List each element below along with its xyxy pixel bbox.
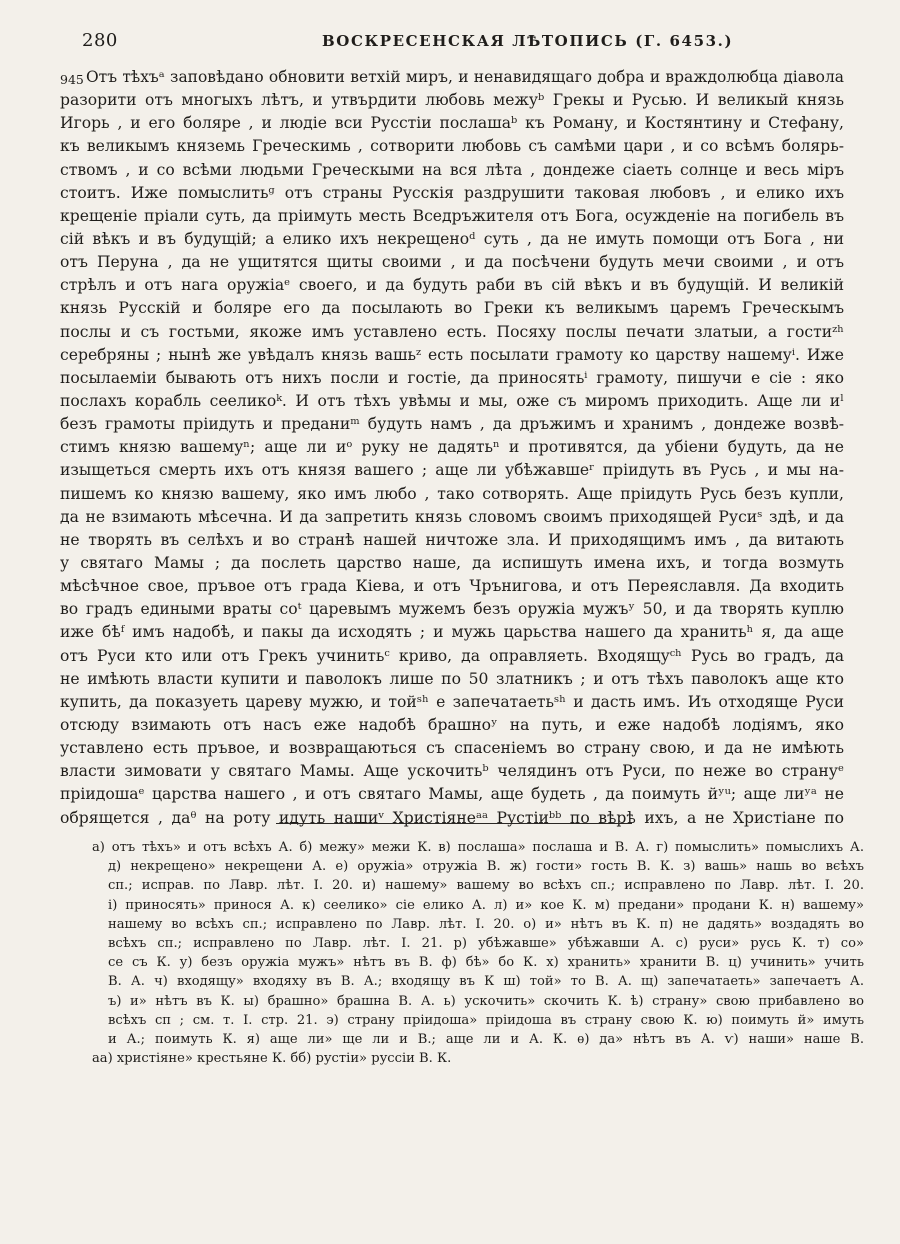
text-line: ствомъ , и со всѣми людьми Греческыми на вся лѣта , дондеже сіаеть солнце и весь міръ — [60, 160, 844, 179]
text-line: серебряны ; нынѣ же увѣдалъ князь вашьᶻ есть посылати грамоту ко царству нашемуⁱ. Иже — [60, 345, 844, 364]
text-line: не имѣють власти купити и паволокъ лише по 50 златникъ ; и отъ тѣхъ паволокъ аще кто — [60, 669, 844, 688]
text-line: разорити отъ многыхъ лѣтъ, и утвърдити любовь межуᵇ Грекы и Русью. И великый князь — [60, 91, 844, 110]
text-line: сій вѣкъ и въ будущій; а елико ихъ некрещеноᵈ суть , да не имуть помощи отъ Бога , ни — [60, 229, 844, 248]
text-line: послахъ корабль сееликоᵏ. И отъ тѣхъ увѣмы и мы, оже съ миромъ приходить. Аще ли иˡ — [60, 391, 844, 410]
footnote-line: аа) христіяне» крестьяне К. бб) рустіи» руссіи В. К. — [92, 1051, 452, 1067]
footnote-line: д) некрещено» некрещени А. е) оружіа» отружіа В. ж) гости» гость В. К. з) вашь» нашь во вєѣхъ — [108, 859, 864, 875]
footnote-line: сп.; исправ. по Лавр. лѣт. I. 20. и) нашему» вашему во всѣхъ сп.; исправлено по Лавр. лѣт. I. 20. — [108, 878, 864, 894]
text-line: купить, да показуеть цареву мужю, и тойˢʰ е запечатаетьˢʰ и дасть имъ. Иъ отходяще Руси — [60, 692, 844, 711]
footnote-line: и А.; поимуть К. я) аще ли» ще ли и В.; аще ли и А. К. ѳ) да» нѣтъ въ А. ѵ) наши» наше В. — [108, 1031, 864, 1047]
footnote-line: В. А. ч) входящу» входяху въ В. А.; входящу въ К ш) той» то В. А. щ) запечатаеть» запечаетъ А. — [108, 974, 864, 990]
text-line: посылаеміи бывають отъ нихъ посли и гостіе, да приносятьⁱ грамоту, пишучи е сіе : яко — [60, 368, 844, 387]
footnote-line: нашему во всѣхъ сп.; исправлено по Лавр. лѣт. I. 20. о) и» нѣтъ въ К. п) не дадять» воздадять во — [108, 916, 864, 932]
footnote-line: всѣхъ сп ; см. т. I. стр. 21. э) страну пріидоша» пріидоша въ страну свою К. ю) поимуть й» имуть — [108, 1012, 864, 1028]
page-number: 280 — [82, 30, 118, 51]
text-line: крещеніе пріали суть, да пріимуть месть Вседръжителя отъ Бога, осужденіе на погибель въ — [60, 206, 844, 225]
footnote-line: ъ) и» нѣтъ въ К. ы) брашно» брашна В. А. ь) ускочить» скочить К. ѣ) страну» свою прибавлено во — [108, 993, 864, 1009]
text-line: пріидошаᵉ царства нашего , и отъ святаго Мамы, аще будеть , да поимуть йʸᵘ; аще лиʸᵃ не — [60, 785, 844, 804]
footnote-line: а) отъ тѣхъ» и отъ всѣхъ А. б) межу» межи К. в) послаша» послаша и В. А. г) помыслить» помыслихъ А. — [92, 840, 864, 855]
text-line: иже бѣᶠ имъ надобѣ, и пакы да исходять ; и мужь царьства нашего да хранитьʰ я, да аще — [60, 623, 844, 642]
footnote-line: і) приносять» принося А. к) сеелико» сіе елико А. л) и» кое К. м) предани» продани К. н) вашему» — [108, 897, 864, 913]
text-line: отъ Перуна , да не ущитятся щиты своими , и да посѣчени будуть мечи своими , и отъ — [60, 253, 844, 272]
footnote-divider — [276, 823, 632, 824]
text-line: не творять въ селѣхъ и во странѣ нашей ничтоже зла. И приходящимъ имъ , да витають — [60, 530, 844, 549]
text-line: пишемъ ко князю вашему, яко имъ любо , тако сотворять. Аще пріидуть Русь безъ купли, — [60, 484, 844, 503]
text-line: стимъ князю вашемуⁿ; аще ли иᵒ руку не дадятьⁿ и противятся, да убіени будуть, да не — [60, 438, 844, 457]
page-header — [82, 30, 834, 56]
text-line: уставлено есть пръвое, и возвращаються съ спасеніемъ во страну свою, и да не имѣють — [60, 739, 844, 758]
text-line: во градъ едиными враты соᵗ царевымъ мужемъ безъ оружіа мужъʸ 50, и да творять куплю — [60, 600, 844, 619]
text-line: Отъ тѣхъᵃ заповѣдано обновити ветхій миръ, и ненавидящаго добра и враждолюбца діавола — [86, 68, 844, 86]
footnotes — [92, 838, 864, 1068]
text-line: стрѣлъ и отъ нага оружіаᵉ своего, и да будуть раби въ сій вѣкъ и въ будущій. И великій — [60, 276, 844, 295]
text-line: обрящется , даᶿ на роту идуть нашиᵛ Христіянеᵃᵃ Рустіиᵇᵇ по вѣрѣ ихъ, а не Христіане по — [60, 808, 844, 827]
text-line: послы и съ гостьми, якоже имъ уставлено есть. Посяху послы печати златыи, а гостиᶻʰ — [60, 322, 844, 341]
text-line: у святаго Мамы ; да послеть царство наше, да испишуть имена ихъ, и тогда возмуть — [60, 553, 844, 572]
text-line: безъ грамоты пріидуть и преданиᵐ будуть намъ , да дръжимъ и хранимъ , дондеже возвѣ- — [60, 415, 844, 434]
text-line: власти зимовати у святаго Мамы. Аще ускочитьᵇ челядинъ отъ Руси, по неже во странуᵉ — [60, 762, 844, 781]
text-line: отъ Руси кто или отъ Грекъ учинитьᶜ криво, да оправляеть. Входящуᶜʰ Русь во градъ, да — [60, 646, 844, 665]
text-line: отсюду взимають отъ насъ еже надобѣ брашноʸ на путь, и еже надобѣ лодіямъ, яко — [60, 715, 844, 734]
text-line: къ великымъ княземь Греческимь , сотворити любовь съ самѣми цари , и со всѣмъ болярь- — [60, 137, 844, 156]
text-line: князь Русскій и боляре его да посылають во Греки къ великымъ царемъ Греческымъ — [60, 299, 844, 318]
footnote-line: се съ К. у) безъ оружіа мужъ» нѣтъ въ В. ф) бѣ» бо К. х) хранить» хранити В. ц) учинить» учить — [108, 955, 864, 971]
text-line: стоитъ. Иже помыслитьᵍ отъ страны Русскія раздрушити таковая любовъ , и елико ихъ — [60, 183, 844, 202]
text-line: изыщеться смерть ихъ отъ князя вашего ; аще ли убѣжавшеʳ пріидуть въ Русь , и мы на- — [60, 461, 844, 480]
chronicle-text — [60, 66, 844, 830]
running-title: ВОСКРЕСЕНСКАЯ ЛѢТОПИСЬ (Г. 6453.) — [322, 32, 734, 50]
text-line: Игорь , и его боляре , и людіе вси Русстіи послашаᵇ къ Роману, и Костянтину и Стефану, — [60, 114, 844, 133]
footnote-line: всѣхъ сп.; исправлено по Лавр. лѣт. I. 21. р) убѣжавше» убѣжавши А. с) руси» русь К. т) со» — [108, 935, 864, 951]
margin-line-number: 945 — [60, 72, 84, 87]
text-line: мѣсѣчное свое, пръвое отъ града Кіева, и отъ Чрънигова, и отъ Переяславля. Да входить — [60, 577, 844, 596]
text-line: да не взимають мѣсечна. И да запретить князь словомъ своимъ приходящей Русиˢ здѣ, и да — [60, 507, 844, 526]
